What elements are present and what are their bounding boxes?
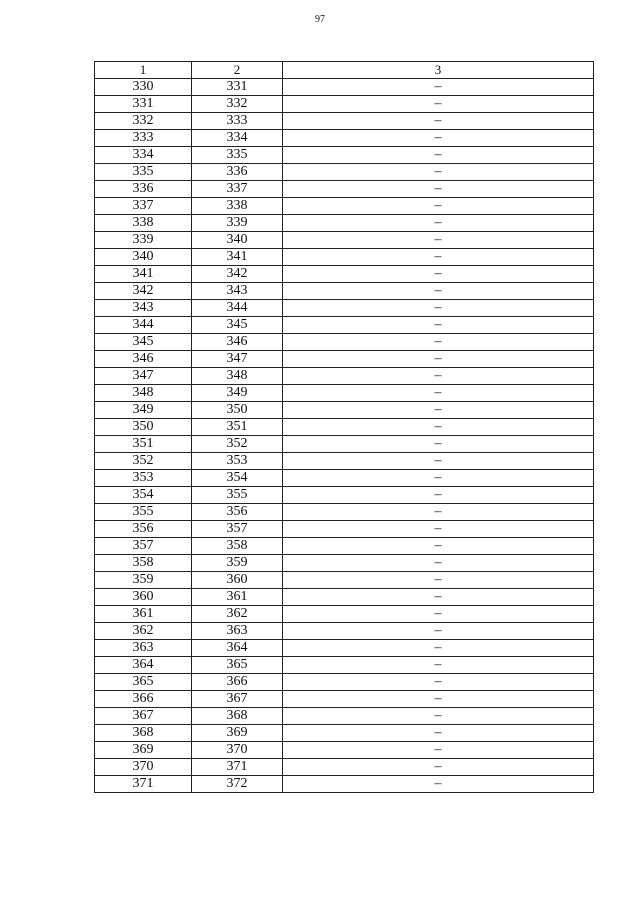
table-cell-col-1: 369 [95, 742, 192, 759]
table-cell-col-3: – [283, 402, 594, 419]
table-cell-col-1: 344 [95, 317, 192, 334]
table-cell-col-1: 357 [95, 538, 192, 555]
table-cell-col-3: – [283, 419, 594, 436]
table-cell-col-1: 355 [95, 504, 192, 521]
table-row [95, 776, 594, 793]
table-cell-col-1: 331 [95, 96, 192, 113]
table-cell-col-2: 367 [192, 691, 283, 708]
table-row [95, 606, 594, 623]
table-cell-col-2: 357 [192, 521, 283, 538]
table-cell-col-1: 342 [95, 283, 192, 300]
table-cell-col-2: 344 [192, 300, 283, 317]
table-row [95, 589, 594, 606]
table-cell-col-1: 335 [95, 164, 192, 181]
table-body [95, 79, 594, 793]
table-cell-col-2: 352 [192, 436, 283, 453]
table-row [95, 623, 594, 640]
table-row [95, 113, 594, 130]
table-cell-col-2: 331 [192, 79, 283, 96]
table-row [95, 232, 594, 249]
table-row [95, 351, 594, 368]
table-cell-col-1: 354 [95, 487, 192, 504]
table-cell-col-2: 340 [192, 232, 283, 249]
table-cell-col-2: 363 [192, 623, 283, 640]
table-row [95, 504, 594, 521]
table-cell-col-3: – [283, 436, 594, 453]
table-cell-col-2: 333 [192, 113, 283, 130]
table-cell-col-2: 368 [192, 708, 283, 725]
table-row [95, 368, 594, 385]
table-row [95, 538, 594, 555]
table-cell-col-2: 362 [192, 606, 283, 623]
table-cell-col-1: 358 [95, 555, 192, 572]
table-header-row [95, 62, 594, 79]
table-cell-col-2: 359 [192, 555, 283, 572]
table-cell-col-1: 332 [95, 113, 192, 130]
table-cell-col-2: 350 [192, 402, 283, 419]
table-cell-col-2: 337 [192, 181, 283, 198]
table-cell-col-1: 361 [95, 606, 192, 623]
table-row [95, 215, 594, 232]
table-cell-col-1: 337 [95, 198, 192, 215]
table-cell-col-2: 332 [192, 96, 283, 113]
table-row [95, 742, 594, 759]
table-cell-col-3: – [283, 96, 594, 113]
table-cell-col-1: 352 [95, 453, 192, 470]
table-cell-col-1: 351 [95, 436, 192, 453]
table-cell-col-1: 353 [95, 470, 192, 487]
table-cell-col-1: 370 [95, 759, 192, 776]
table-cell-col-2: 347 [192, 351, 283, 368]
table-cell-col-1: 341 [95, 266, 192, 283]
table-cell-col-3: – [283, 657, 594, 674]
table-cell-col-3: – [283, 674, 594, 691]
table-cell-col-2: 372 [192, 776, 283, 793]
table-cell-col-3: – [283, 759, 594, 776]
table-cell-col-2: 371 [192, 759, 283, 776]
table-cell-col-1: 346 [95, 351, 192, 368]
table-cell-col-1: 338 [95, 215, 192, 232]
table-cell-col-3: – [283, 113, 594, 130]
table-cell-col-1: 365 [95, 674, 192, 691]
table-row [95, 79, 594, 96]
table-row [95, 657, 594, 674]
table-cell-col-1: 345 [95, 334, 192, 351]
table-cell-col-2: 336 [192, 164, 283, 181]
table-cell-col-2: 356 [192, 504, 283, 521]
table-cell-col-1: 350 [95, 419, 192, 436]
table-cell-col-2: 365 [192, 657, 283, 674]
table-cell-col-1: 356 [95, 521, 192, 538]
table-cell-col-3: – [283, 283, 594, 300]
table-cell-col-2: 341 [192, 249, 283, 266]
table-cell-col-3: – [283, 385, 594, 402]
table-row [95, 419, 594, 436]
table-row [95, 674, 594, 691]
table-cell-col-2: 370 [192, 742, 283, 759]
table-cell-col-1: 359 [95, 572, 192, 589]
table-cell-col-2: 360 [192, 572, 283, 589]
table-row [95, 555, 594, 572]
table-cell-col-3: – [283, 147, 594, 164]
table-row [95, 708, 594, 725]
table-cell-col-2: 335 [192, 147, 283, 164]
table-cell-col-3: – [283, 130, 594, 147]
table-cell-col-1: 348 [95, 385, 192, 402]
table-cell-col-3: – [283, 215, 594, 232]
table-row [95, 759, 594, 776]
table-row [95, 164, 594, 181]
table-row [95, 317, 594, 334]
table-cell-col-3: – [283, 317, 594, 334]
table-cell-col-3: – [283, 606, 594, 623]
table-cell-col-3: – [283, 487, 594, 504]
table-cell-col-1: 343 [95, 300, 192, 317]
page-number: 97 [315, 14, 325, 25]
table-cell-col-3: – [283, 640, 594, 657]
table-cell-col-2: 334 [192, 130, 283, 147]
table-row [95, 640, 594, 657]
table-cell-col-3: – [283, 164, 594, 181]
table-cell-col-2: 342 [192, 266, 283, 283]
table-cell-col-2: 369 [192, 725, 283, 742]
table-cell-col-1: 362 [95, 623, 192, 640]
table-cell-col-2: 345 [192, 317, 283, 334]
table-cell-col-1: 349 [95, 402, 192, 419]
table-cell-col-1: 364 [95, 657, 192, 674]
table-cell-col-3: – [283, 453, 594, 470]
table-row [95, 402, 594, 419]
table-cell-col-3: – [283, 249, 594, 266]
table-cell-col-1: 363 [95, 640, 192, 657]
table-cell-col-3: – [283, 232, 594, 249]
table-row [95, 572, 594, 589]
table-cell-col-3: – [283, 623, 594, 640]
table-cell-col-3: – [283, 725, 594, 742]
table-row [95, 266, 594, 283]
table-cell-col-2: 339 [192, 215, 283, 232]
table-row [95, 130, 594, 147]
table-cell-col-2: 358 [192, 538, 283, 555]
table-cell-col-1: 367 [95, 708, 192, 725]
table-cell-col-2: 346 [192, 334, 283, 351]
table-row [95, 283, 594, 300]
table-cell-col-3: – [283, 470, 594, 487]
table-cell-col-3: – [283, 198, 594, 215]
table-row [95, 521, 594, 538]
table-cell-col-3: – [283, 266, 594, 283]
table-cell-col-1: 339 [95, 232, 192, 249]
table-cell-col-2: 366 [192, 674, 283, 691]
table-row [95, 470, 594, 487]
column-header-2: 2 [192, 62, 283, 79]
table-row [95, 436, 594, 453]
table-cell-col-3: – [283, 572, 594, 589]
table-cell-col-1: 360 [95, 589, 192, 606]
table-cell-col-3: – [283, 181, 594, 198]
table-cell-col-3: – [283, 504, 594, 521]
table-cell-col-1: 371 [95, 776, 192, 793]
table-cell-col-3: – [283, 538, 594, 555]
table-cell-col-3: – [283, 351, 594, 368]
table-cell-col-1: 368 [95, 725, 192, 742]
table-row [95, 181, 594, 198]
table-cell-col-1: 347 [95, 368, 192, 385]
table-cell-col-1: 333 [95, 130, 192, 147]
table-row [95, 334, 594, 351]
table-cell-col-2: 349 [192, 385, 283, 402]
table-cell-col-3: – [283, 79, 594, 96]
table-cell-col-3: – [283, 521, 594, 538]
table-cell-col-2: 364 [192, 640, 283, 657]
table-cell-col-2: 354 [192, 470, 283, 487]
table-cell-col-3: – [283, 691, 594, 708]
table-cell-col-1: 336 [95, 181, 192, 198]
table-cell-col-3: – [283, 368, 594, 385]
table-row [95, 96, 594, 113]
table-cell-col-2: 343 [192, 283, 283, 300]
table-row [95, 249, 594, 266]
table-cell-col-1: 366 [95, 691, 192, 708]
table-row [95, 385, 594, 402]
table-row [95, 691, 594, 708]
table-cell-col-2: 338 [192, 198, 283, 215]
table-cell-col-3: – [283, 555, 594, 572]
table-row [95, 300, 594, 317]
table-cell-col-3: – [283, 300, 594, 317]
table-cell-col-3: – [283, 334, 594, 351]
table-cell-col-1: 340 [95, 249, 192, 266]
table-row [95, 198, 594, 215]
column-header-3: 3 [283, 62, 594, 79]
table-cell-col-2: 351 [192, 419, 283, 436]
table-cell-col-3: – [283, 776, 594, 793]
data-table [94, 61, 594, 793]
table-row [95, 487, 594, 504]
table-row [95, 147, 594, 164]
table-cell-col-2: 361 [192, 589, 283, 606]
table-cell-col-2: 353 [192, 453, 283, 470]
table-cell-col-1: 330 [95, 79, 192, 96]
table-cell-col-1: 334 [95, 147, 192, 164]
column-header-1: 1 [95, 62, 192, 79]
table-cell-col-3: – [283, 589, 594, 606]
table-cell-col-2: 348 [192, 368, 283, 385]
table-cell-col-2: 355 [192, 487, 283, 504]
table-cell-col-3: – [283, 742, 594, 759]
table-row [95, 725, 594, 742]
table-cell-col-3: – [283, 708, 594, 725]
table-row [95, 453, 594, 470]
